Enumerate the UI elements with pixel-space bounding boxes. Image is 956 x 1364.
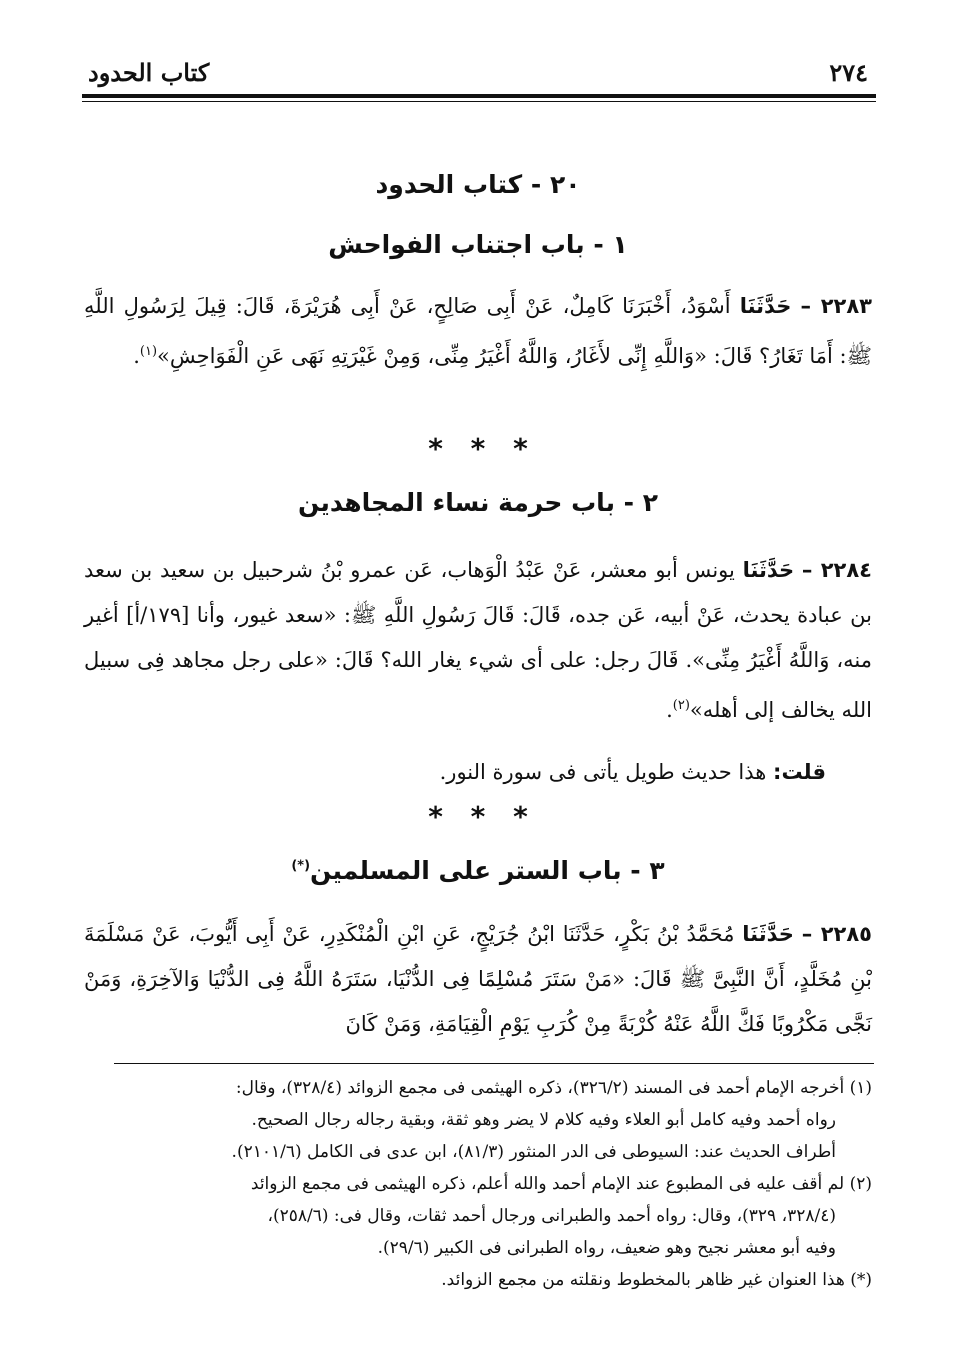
footnote-ref[interactable]: (١)	[139, 344, 158, 359]
footnote-line: (١) أخرجه الإمام أحمد فى المسند (٣٢٦/٢)، ذكره الهيثمى فى مجمع الزوائد (٣٢٨/٤)، وقال:	[235, 1078, 872, 1098]
section-title-text: ٣ - باب الستر على المسلمين	[310, 856, 665, 885]
footnote-line: رواه أحمد وفيه كامل أبو العلاء وفيه كلام لا يضر وهو ثقة، وبقية رجاله رجال الصحيح.	[251, 1110, 836, 1130]
page-header	[88, 52, 868, 92]
hadith-number: ٢٢٨٤ –	[801, 558, 872, 582]
book-title: ٢٠ - كتاب الحدود	[375, 170, 581, 199]
note-lead: قلت:	[773, 760, 826, 784]
hadith-2284	[84, 548, 872, 733]
section-separator: * * *	[428, 432, 528, 465]
hadith-2285	[84, 912, 872, 1047]
hadith-number: ٢٢٨٥ –	[801, 922, 872, 946]
footnote-ref[interactable]: (٢)	[672, 698, 690, 713]
hadith-text: مُحَمَّدُ بْنُ بَكْرٍ، حَدَّثَنَا ابْنُ جُرَيْجٍ، عَنِ ابْنِ الْمُنْكَدِرِ، عَنْ أَبِى أَيُّوبَ، عَنْ مَسْلَمَةَ بْنِ مُخَلَّدٍ، أَنَّ النَّبِىَّ ﷺ قَالَ: «مَنْ سَتَرَ مُسْلِمًا فِى الدُّنْيَا، سَتَرَهُ اللَّهُ فِى الدُّنْيَا وَالآخِرَةِ، وَمَنْ نَجَّى مَكْرُوبًا فَكَّ اللَّهُ عَنْهُ كُرْبَةً مِنْ كُرَبِ يَوْمِ الْقِيَامَةِ، وَمَنْ كَانَ	[84, 922, 872, 1036]
footnote-line: (٢) لم أقف عليه فى المطبوع عند الإمام أحمد والله أعلم، ذكره الهيثمى فى مجمع الزوائد	[250, 1174, 872, 1194]
section-title-2: ٢ - باب حرمة نساء المجاهدين	[297, 488, 659, 517]
editor-note	[84, 752, 826, 792]
hadith-text: يونس أبو معشر، عَنْ عَبْدُ الْوَهاب، عَن عمرو بْنُ شرحبيل بن سعيد بن سعد بن عبادة يحدث، عَنْ أبيه، عَن جده، قَالَ: قَالَ رَسُولِ اللَّهِ ﷺ: «سعد غيور، وأنا [١٧٩/أ] أغير منه، وَاللَّهُ أَغْيَرُ مِنِّى». قَالَ رجل: على أى شيء يغار الله؟ قَالَ: «على رجل مجاهد فِى سبيل الله يخالف إلى أهله»	[84, 558, 872, 722]
page-number: ٢٧٤	[829, 57, 868, 87]
title-footnote-ref[interactable]: (*)	[291, 858, 311, 874]
footnote-2	[82, 1168, 872, 1264]
footnote-line: (٣٢٨/٤، ٣٢٩)، وقال: رواه أحمد والطبرانى ورجال أحمد ثقات، وقال فى: (٢٥٨/٦)،	[267, 1206, 836, 1226]
footnote-line: وفيه أبو معشر نجيح وهو ضعيف، رواه الطبرانى فى الكبير (٢٩/٦).	[377, 1238, 836, 1258]
header-rule-thin	[82, 101, 876, 102]
note-text: هذا حديث طويل يأتى فى سورة النور.	[439, 760, 767, 784]
hadith-2283	[84, 284, 872, 379]
section-title-3	[82, 856, 874, 885]
footnote-3	[82, 1264, 872, 1296]
hadith-end: .	[666, 698, 673, 722]
footnotes	[82, 1072, 872, 1296]
footnote-line: أطراف الحديث عند: السيوطى فى الدر المنثور (٨١/٣)، ابن عدى فى الكامل (٢١٠١/٦).	[231, 1142, 836, 1162]
running-title: كتاب الحدود	[88, 57, 210, 87]
header-rule-thick	[82, 94, 876, 98]
footnote-1	[82, 1072, 872, 1168]
section-separator: * * *	[428, 800, 528, 833]
footnote-rule	[114, 1063, 874, 1064]
hadith-number: ٢٢٨٣ –	[800, 294, 872, 318]
hadith-text: أَسْوَدُ، أَخْبَرَنَا كَامِلٌ، عَنْ أَبِى صَالِحٍ، عَنْ أَبِى هُرَيْرَةَ، قَالَ: قِيلَ لِرَسُولِ اللَّهِ ﷺ: أَمَا تَغَارُ؟ قَالَ: «وَاللَّهِ إِنِّى لأَغَارُ، وَاللَّهُ أَغْيَرُ مِنِّى، وَمِنْ غَيْرَتِهِ نَهَى عَنِ الْفَوَاحِشِ»	[84, 294, 872, 368]
hadith-lead: حَدَّثَنَا	[739, 294, 792, 318]
hadith-end: .	[133, 344, 140, 368]
hadith-lead: حَدَّثَنَا	[742, 558, 795, 582]
footnote-line: (*) هذا العنوان غير ظاهر بالمخطوط ونقلته من مجمع الزوائد.	[441, 1270, 872, 1290]
hadith-lead: حَدَّثَنَا	[742, 922, 794, 946]
section-title-1: ١ - باب اجتناب الفواحش	[328, 230, 628, 259]
